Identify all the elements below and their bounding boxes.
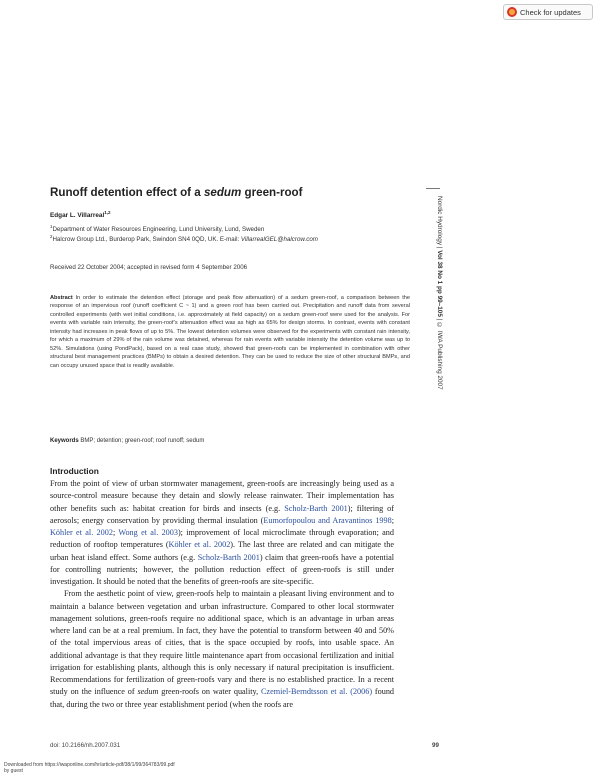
download-note: Downloaded from https://iwaponline.com/hr/article-pdf/38/1/99/364783/99.pdf by guest [4, 762, 175, 774]
paragraph-text: ); filtering of aerosols; energy conservation by providing thermal insulation ( [50, 503, 394, 525]
abstract-text: In order to estimate the detention effect (storage and peak flow attenuation) of a sedum green-roof, a comparison between the response of an impervious roof (runoff coefficient C ~ 1) and a green roof has been carried out. Precipitation and runoff data from several controlled experiments (with wet initial conditions, i.e. approximately at field capacity) on a sedum green-roof were used for the analysis. For events with variable rain intensity, the green-roof’s attenuation effect was as high as 65% for design storms. In contrast, events with constant intensity had increases in peak flows of up to 5%. The lowest detention volumes were observed for the experiments with constant rain intensity, for which a maximum of 29% of the rain volume was detained, whereas for rain events with variable intensity the detention volume was up to 52%. Simulations (using PondPack), based on a real case study, showed that green-roofs can be implemented in combination with other structural best management practices (BMPs) to obtain a desired detention. They can be used to reduce the size of other structural BMPs, and can occupy unused space that is readily available. [50, 295, 410, 369]
paragraph-text: ). The last three are related and can mitigate the urban heat island effect. Some authors (e.g. [50, 540, 394, 562]
doi: doi: 10.2166/nh.2007.031 [50, 742, 121, 749]
paragraph-text: ; [112, 528, 119, 537]
introduction-paragraph-1 [50, 478, 394, 588]
paragraph-text: found that, during the two or three year establishment period (when the roofs are [50, 687, 395, 709]
introduction-paragraph-2 [50, 588, 394, 711]
page-number: 99 [432, 742, 439, 749]
check-for-updates-button[interactable] [503, 4, 593, 20]
author-email-link[interactable]: VillarrealGEL@halcrow.com [240, 236, 318, 244]
article-title: Runoff detention effect of a sedum green-roof [50, 186, 303, 199]
paragraph-text: sedum [137, 687, 159, 697]
received-dates: Received 22 October 2004; accepted in revised form 4 September 2006 [50, 264, 248, 271]
crossmark-icon [507, 7, 517, 17]
paragraph-text: From the aesthetic point of view, green-roofs help to maintain a pleasant living environment and to maintain a balance between vegetation and urban infrastructure. Compared to other local stormwater management solutions, green-roofs require no additional space, which is an advantage in urban areas where land can be at a real premium. In fact, they have the potential to transform between 40 and 50% of the total impervious areas of cities, that is the space occupied by roofs, into usable space. An additional advantage is that they require little maintenance apart from occasional fertilization and initial irrigation for establishing plants, although this is only necessary if natural precipitation is insufficient. Recommendations for fertilization of green-roofs vary and there is no established practice. In a recent study on the influence of [50, 589, 394, 697]
journal-side-info: Nordic Hydrology | Vol 38 No 1 pp 99–105 | © IWA Publishing 2007 [436, 196, 443, 390]
citation-link[interactable]: Köhler et al. 2002 [168, 540, 231, 550]
citation-link[interactable]: Eumorfopoulou and Aravantinos 1998 [263, 515, 392, 525]
citation-link[interactable]: Scholz-Barth 2001 [284, 503, 348, 513]
introduction-body [50, 478, 394, 711]
paragraph-text: From the point of view of urban stormwater management, green-roofs are increasingly being used as a source-control measure because they detain and slowly release rainwater. Their implementation has other benefits such as: habitat creation for birds and insects (e.g. [50, 479, 394, 513]
check-for-updates-label: Check for updates [520, 7, 581, 17]
header-rule [426, 188, 440, 189]
paragraph-text: ); improvement of local microclimate through evaporation; and reduction of rooftop temperatures ( [50, 528, 394, 550]
abstract-label: Abstract [50, 295, 73, 301]
citation-link[interactable]: Scholz-Barth 2001 [197, 552, 260, 562]
affiliation-1: $^1$Department of Water Resources Engineering, Lund University, Lund, Sweden [50, 224, 265, 234]
citation-link[interactable]: Köhler et al. 2002 [50, 528, 113, 537]
paragraph-text: green-roofs on water quality, [158, 687, 261, 697]
paragraph-text: ; [391, 515, 394, 525]
abstract-block [50, 294, 410, 370]
affiliation-2: $^2$Halcrow Group Ltd., Burderop Park, Swindon SN4 0QD, UK. E-mail: VillarrealGEL@halcrow.com [50, 234, 318, 244]
citation-link[interactable]: Wong et al. 2003 [118, 528, 178, 537]
introduction-heading: Introduction [50, 466, 99, 476]
paragraph-text: ) claim that green-roofs have a potential for controlling nutrients; however, the pollution reduction effect of green-roofs is still under investigation. It should be noted that the benefits of green-roofs are site-specific. [50, 552, 394, 586]
keywords: Keywords BMP; detention; green-roof; roof runoff; sedum [50, 438, 205, 444]
citation-link[interactable]: Czemiel-Berndtsson et al. (2006) [260, 687, 373, 697]
author-name: Edgar L. Villarreal$^{1,2}$ [50, 210, 111, 220]
